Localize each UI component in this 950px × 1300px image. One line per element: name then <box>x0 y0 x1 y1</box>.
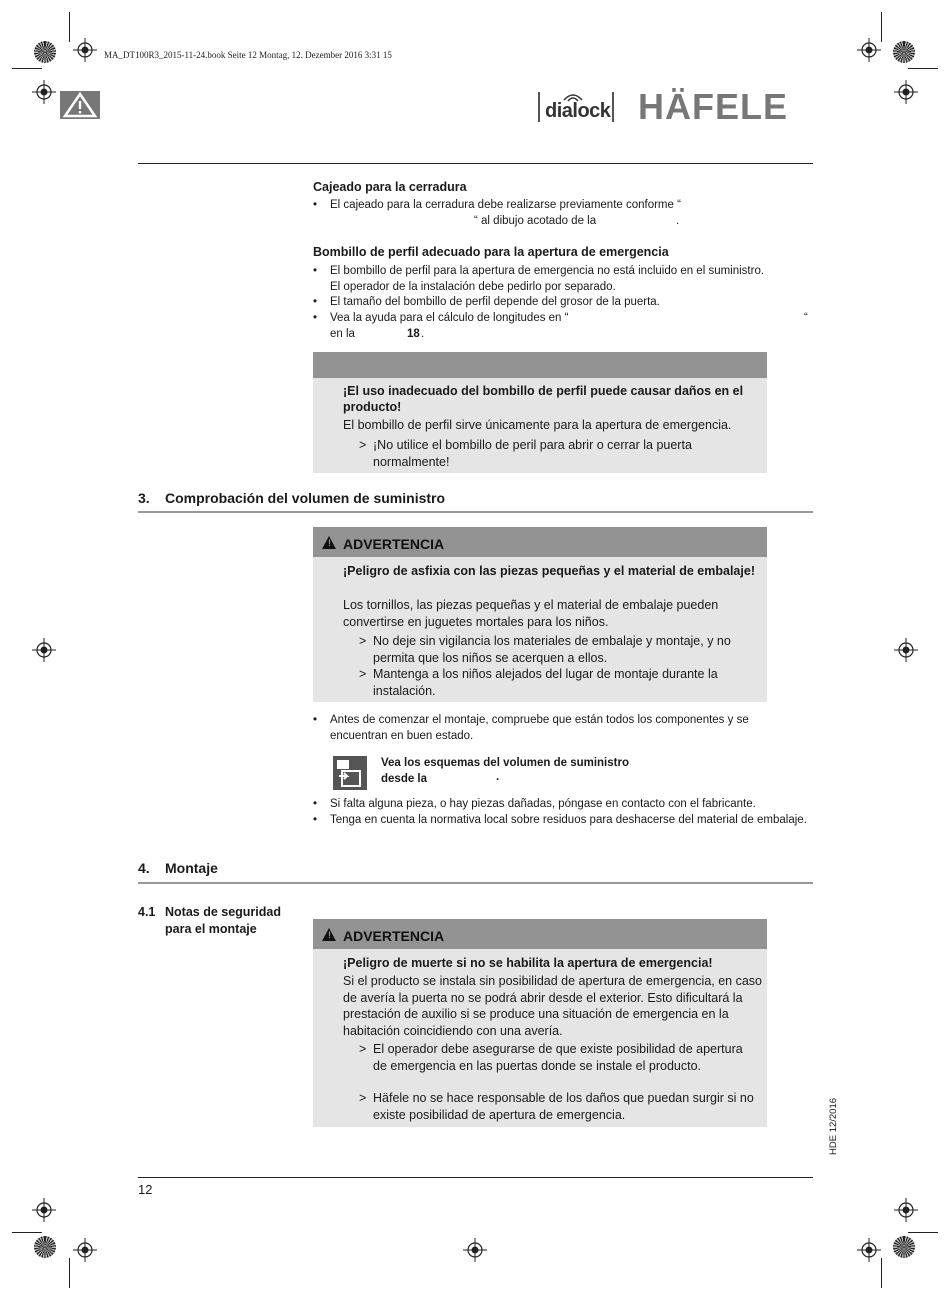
section-rule <box>138 511 813 513</box>
color-rosette-icon <box>893 41 915 63</box>
warning-text: Los tornillos, las piezas pequeñas y el material de embalaje pueden convertirse en juguetes mortales para los niños. <box>343 598 719 629</box>
notice-title: ¡El uso inadecuado del bombillo de perfil puede causar daños en el producto! <box>343 384 744 414</box>
registration-mark-icon <box>894 80 918 104</box>
list-item-text: . <box>676 215 680 227</box>
list-item-text: “ al dibujo acotado de la <box>474 215 597 227</box>
registration-mark-icon <box>894 638 918 662</box>
cylinder-heading: Bombillo de perfil adecuado para la apertura de emergencia <box>313 245 669 259</box>
crop-mark <box>908 1232 938 1233</box>
color-rosette-icon <box>893 1236 915 1258</box>
page-reference[interactable]: 18 <box>407 328 420 340</box>
footer-rule <box>138 1177 813 1178</box>
warning-text: Si el producto se instala sin posibilidad de apertura de emergencia, en caso de avería la puerta no se podrá abrir desde el exterior. Esto dificultará la prestación de auxilio si se produce una situación de emergencia en la habitación coincidiendo con una avería. <box>343 974 763 1038</box>
warning-label: ADVERTENCIA <box>343 536 445 552</box>
document-reference-icon <box>333 756 367 790</box>
warning-triangle-icon <box>60 91 100 119</box>
page-number: 12 <box>138 1182 153 1197</box>
document-code: HDE 12/2016 <box>828 1097 839 1155</box>
crop-mark <box>12 1232 42 1233</box>
dialock-logo: dialock <box>545 100 611 122</box>
section-rule <box>138 882 813 884</box>
warning-header: ! ADVERTENCIA <box>313 527 767 557</box>
warning-box: ! ADVERTENCIA ¡Peligro de asfixia con las piezas pequeñas y el material de embalaje! Los tornillos, las piezas pequeñas y el material de embalaje pueden convertirse en juguetes mortales para los niños. > No deje sin vigilancia los materiales de embalaje y montaje, y no permita que los niños se acerquen a ellos. > Mantenga a los niños alejados del lugar de montaje durante la instalación. <box>313 527 767 702</box>
registration-mark-icon <box>463 1238 487 1262</box>
warning-title: ¡Peligro de muerte si no se habilita la apertura de emergencia! <box>343 956 713 970</box>
header-rule <box>138 163 813 164</box>
registration-mark-icon <box>857 38 881 62</box>
registration-mark-icon <box>894 1198 918 1222</box>
book-header: MA_DT100R3_2015-11-24.book Seite 12 Montag, 12. Dezember 2016 3:31 15 <box>104 50 392 60</box>
warning-tab <box>60 91 100 119</box>
list-item-text: El cajeado para la cerradura debe realizarse previamente conforme “ <box>330 199 681 211</box>
warning-title: ¡Peligro de asfixia con las piezas pequeñas y el material de embalaje! <box>343 564 755 578</box>
crop-mark <box>881 12 882 42</box>
registration-mark-icon <box>32 1198 56 1222</box>
registration-mark-icon <box>32 638 56 662</box>
registration-mark-icon <box>857 1238 881 1262</box>
crop-mark <box>12 68 42 69</box>
brand-divider <box>538 92 540 122</box>
registration-mark-icon <box>73 1238 97 1262</box>
registration-mark-icon <box>73 38 97 62</box>
color-rosette-icon <box>34 1236 56 1258</box>
notice-header <box>313 352 767 378</box>
color-rosette-icon <box>34 41 56 63</box>
warning-label: ADVERTENCIA <box>343 928 445 944</box>
lock-mortise-heading: Cajeado para la cerradura <box>313 180 467 194</box>
registration-mark-icon <box>32 80 56 104</box>
warning-header: ! ADVERTENCIA <box>313 919 767 949</box>
crop-mark <box>69 1258 70 1288</box>
notice-box: ¡El uso inadecuado del bombillo de perfil puede causar daños en el producto! El bombillo de perfil sirve únicamente para la apertura de emergencia. > ¡No utilice el bombillo de peril para abrir o cerrar la puerta normalmente! <box>313 352 767 473</box>
hafele-logo: HÄFELE <box>638 86 788 127</box>
reference-note: Vea los esquemas del volumen de suministro desde la <box>381 757 629 785</box>
crop-mark <box>69 12 70 42</box>
crop-mark <box>908 68 938 69</box>
notice-text: El bombillo de perfil sirve únicamente para la apertura de emergencia. <box>343 418 732 432</box>
warning-box: ! ADVERTENCIA ¡Peligro de muerte si no se habilita la apertura de emergencia! Si el producto se instala sin posibilidad de apertura de emergencia, en caso de avería la puerta no se podrá abrir desde el exterior. Esto dificultará la prestación de auxilio si se produce una situación de emergencia en la habitación coincidiendo con una avería. > El operador debe asegurarse de que existe posibilidad de apertura de emergencia en las puertas donde se instale el producto. > Häfele no se hace responsable de los daños que puedan surgir si no existe posibilidad de apertura de emergencia. <box>313 919 767 1127</box>
wireless-waves-icon <box>560 90 586 102</box>
crop-mark <box>881 1258 882 1288</box>
brand-divider <box>612 92 614 122</box>
